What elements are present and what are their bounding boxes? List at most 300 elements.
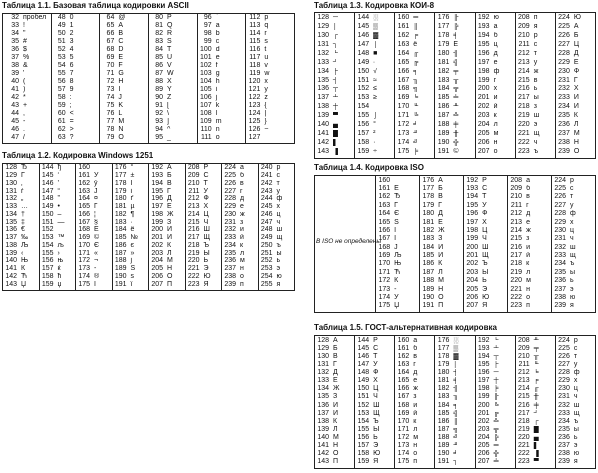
code-cell: 163 <box>397 40 410 48</box>
char-cell: й <box>240 234 244 242</box>
char-cell: И <box>167 226 173 234</box>
char-cell: + <box>23 101 28 109</box>
code-cell: 151 <box>357 393 370 401</box>
code-cell: 104 <box>200 77 212 85</box>
char-cell: \ <box>167 109 169 117</box>
char-cell: 3 <box>69 38 74 46</box>
char-cell: ▐ <box>533 450 539 458</box>
char-cell: щ <box>573 409 580 417</box>
code-cell: 161 <box>397 22 410 30</box>
code-cell: 165 <box>78 203 90 211</box>
table-row <box>198 85 246 93</box>
code-cell: 244 <box>260 195 273 203</box>
table-row <box>3 70 51 78</box>
char-cell: ╫ <box>533 393 539 401</box>
table-row <box>149 62 197 70</box>
char-cell: ы <box>570 268 576 276</box>
char-cell: H <box>118 77 124 85</box>
char-cell: Л <box>333 425 338 433</box>
code-cell: 178 <box>437 31 450 39</box>
table-column <box>507 176 551 312</box>
code-cell: 209 <box>518 22 530 30</box>
code-cell: 182 <box>437 67 450 75</box>
code-cell: 102 <box>200 62 212 70</box>
char-cell: ┼ <box>493 377 499 385</box>
table-row <box>52 22 100 30</box>
table-row <box>355 352 394 360</box>
char-cell: № <box>130 234 139 242</box>
code-cell: 203 <box>151 249 163 257</box>
table-row <box>476 31 515 40</box>
char-cell: √ <box>373 67 377 75</box>
code-cell: 211 <box>518 40 530 48</box>
code-cell: 134 <box>5 210 17 218</box>
char-cell: x <box>264 77 268 85</box>
code-cell: 192 <box>477 336 490 344</box>
table-row <box>100 93 148 101</box>
code-cell: 201 <box>151 234 163 242</box>
char-cell: - <box>394 285 397 293</box>
char-cell: ╝ <box>413 139 419 147</box>
table-row <box>376 176 419 184</box>
table-row <box>246 46 294 54</box>
table-row <box>435 434 474 442</box>
char-cell: ц <box>276 210 281 218</box>
code-cell: 207 <box>466 302 479 310</box>
code-cell: 254 <box>260 272 273 280</box>
char-cell: Т <box>203 179 208 187</box>
table-row <box>516 401 555 409</box>
char-cell: b <box>215 30 220 38</box>
table-row <box>222 164 258 172</box>
char-cell: И <box>438 243 444 251</box>
code-cell: 45 <box>11 117 19 125</box>
code-cell: 207 <box>477 458 490 466</box>
code-cell: 192 <box>477 13 490 21</box>
table-row <box>355 442 394 450</box>
char-cell: пробел <box>23 14 47 22</box>
code-cell: 223 <box>510 302 523 310</box>
char-cell: ь <box>570 277 574 285</box>
table-row <box>556 147 595 156</box>
table-row <box>315 442 354 450</box>
table-row <box>552 218 595 226</box>
char-cell: Ў <box>94 172 99 180</box>
char-cell: д <box>240 195 245 203</box>
code-cell: 225 <box>224 172 236 180</box>
code-cell: 231 <box>558 76 570 84</box>
char-cell: a <box>215 22 220 30</box>
char-cell: ░ <box>453 336 459 344</box>
code-cell: 109 <box>200 117 212 125</box>
table-row <box>516 434 555 442</box>
table-row <box>476 369 515 377</box>
char-cell: ┤ <box>333 76 338 84</box>
char-cell: н <box>413 442 418 450</box>
code-cell: 213 <box>510 218 523 226</box>
char-cell: % <box>23 54 30 62</box>
code-cell: 54 <box>57 62 66 70</box>
char-cell: Л <box>438 268 443 276</box>
table-row <box>198 125 246 133</box>
char-cell: Т <box>373 352 378 360</box>
table-row <box>259 257 295 265</box>
code-cell: 220 <box>518 434 530 442</box>
char-cell: · <box>130 218 133 226</box>
table-row <box>40 218 76 226</box>
table-row <box>556 385 595 393</box>
code-cell: 118 <box>249 62 261 70</box>
char-cell: F <box>118 62 123 70</box>
code-cell: 136 <box>317 401 329 409</box>
table-row <box>516 377 555 385</box>
code-cell: 176 <box>437 13 450 21</box>
char-cell: S <box>167 38 172 46</box>
char-cell: € <box>21 226 25 234</box>
table-row <box>395 49 434 58</box>
char-cell: ┼ <box>333 103 338 111</box>
code-cell: 229 <box>558 58 570 66</box>
code-cell: 239 <box>558 458 570 466</box>
code-cell: 166 <box>78 210 90 218</box>
table-row <box>355 85 394 94</box>
table-row <box>3 273 39 281</box>
code-cell: 224 <box>554 176 567 184</box>
table-row <box>435 85 474 94</box>
table-row <box>395 111 434 120</box>
table-row <box>3 93 51 101</box>
table-row <box>556 111 595 120</box>
code-cell: 153 <box>357 94 370 102</box>
code-cell: 204 <box>466 277 479 285</box>
table-row <box>395 58 434 67</box>
char-cell: ╒ <box>533 377 539 385</box>
table-row <box>376 302 419 310</box>
table-row <box>3 54 51 62</box>
code-cell: 238 <box>558 139 570 147</box>
table-row <box>476 85 515 94</box>
char-cell: й <box>493 103 498 111</box>
char-cell: о <box>493 148 498 156</box>
code-cell: 215 <box>510 235 523 243</box>
code-cell: 180 <box>437 369 450 377</box>
char-cell: е <box>413 377 418 385</box>
char-cell: э <box>533 121 538 129</box>
code-cell: 171 <box>78 249 90 257</box>
table-row <box>476 120 515 129</box>
code-cell: 217 <box>518 94 530 102</box>
table-row <box>259 218 295 226</box>
table-row <box>149 46 197 54</box>
code-cell: 189 <box>114 265 127 273</box>
char-cell: ╥ <box>453 76 459 84</box>
char-cell: µ <box>130 203 135 211</box>
char-cell: У <box>203 187 208 195</box>
char-cell: п <box>240 280 244 288</box>
code-cell: 242 <box>260 179 273 187</box>
char-cell: А <box>438 176 443 184</box>
code-cell: 163 <box>378 201 391 209</box>
table-row <box>355 13 394 22</box>
table-row <box>315 458 354 466</box>
char-cell: ≥ <box>373 94 377 102</box>
table-row <box>395 67 434 76</box>
code-cell: 240 <box>260 164 273 172</box>
table-row <box>556 93 595 102</box>
code-cell: 154 <box>357 103 370 111</box>
char-cell: Л <box>167 249 172 257</box>
char-cell: Р <box>482 176 487 184</box>
code-cell: 155 <box>357 425 370 433</box>
code-cell: 205 <box>151 265 163 273</box>
char-cell: м <box>413 434 419 442</box>
char-cell: Њ <box>21 257 29 265</box>
char-cell: ┌ <box>333 31 338 39</box>
char-cell: з <box>533 103 537 111</box>
char-cell: С <box>482 185 488 193</box>
table-column <box>394 13 434 158</box>
char-cell: Ѓ <box>394 201 398 209</box>
code-cell: 146 <box>357 352 370 360</box>
code-cell: 237 <box>558 130 570 138</box>
table-row <box>3 242 39 250</box>
table-row <box>186 257 222 265</box>
char-cell: ч <box>570 235 574 243</box>
table-row <box>476 352 515 360</box>
table-row <box>149 54 197 62</box>
char-cell: В <box>167 179 172 187</box>
char-cell: э <box>570 285 574 293</box>
char-cell: ╪ <box>533 401 539 409</box>
char-cell: ┘ <box>533 409 539 417</box>
table-column <box>3 14 51 143</box>
table-row <box>355 401 394 409</box>
table-row <box>376 201 419 209</box>
table-row <box>222 218 258 226</box>
char-cell: B <box>118 30 124 38</box>
table-koi8-caption: Таблица 1.3. Кодировка КОИ-8 <box>314 1 435 10</box>
table-row <box>149 14 197 22</box>
char-cell: Л <box>573 121 579 129</box>
code-cell: 147 <box>41 187 54 195</box>
code-cell: 149 <box>41 203 54 211</box>
char-cell: d <box>215 46 220 54</box>
char-cell: ѓ <box>21 187 24 195</box>
table-row <box>186 265 222 273</box>
char-cell: Њ <box>394 260 402 268</box>
table-row <box>464 201 507 209</box>
char-cell: ╡ <box>453 377 459 385</box>
table-row <box>315 129 354 138</box>
code-cell: 143 <box>317 148 329 156</box>
char-cell: ъ <box>570 260 575 268</box>
char-cell: ╝ <box>453 434 459 442</box>
char-cell: О <box>573 148 580 156</box>
table-column <box>434 13 474 158</box>
table-row <box>476 58 515 67</box>
table-row <box>476 393 515 401</box>
code-cell: 95 <box>155 133 164 141</box>
char-cell: Е <box>438 218 443 226</box>
char-cell: Ъ <box>203 241 210 249</box>
code-cell: 146 <box>357 31 370 39</box>
code-cell: 236 <box>558 434 570 442</box>
table-win1251 <box>2 163 295 291</box>
table-row <box>315 409 354 417</box>
table-row <box>149 187 185 195</box>
char-cell: Д <box>573 49 579 57</box>
table-row <box>516 13 555 22</box>
char-cell: y <box>264 85 268 93</box>
code-cell: 183 <box>114 218 127 226</box>
code-cell: 179 <box>422 201 435 209</box>
char-cell: ⌠ <box>373 40 378 48</box>
table-row <box>395 102 434 111</box>
code-cell: 230 <box>558 385 570 393</box>
table-row <box>420 243 463 251</box>
table-row <box>198 117 246 125</box>
char-cell: ^ <box>167 125 171 133</box>
char-cell: Н <box>167 265 173 273</box>
char-cell: 0 <box>69 14 74 22</box>
char-cell: ш <box>570 243 576 251</box>
code-cell: 172 <box>397 434 410 442</box>
code-cell: 141 <box>317 442 329 450</box>
code-cell: 73 <box>106 85 115 93</box>
char-cell: ‹ <box>21 249 24 257</box>
char-cell: Ѕ <box>394 218 399 226</box>
char-cell: ╙ <box>533 360 539 368</box>
code-cell: 222 <box>187 272 200 280</box>
table-row <box>40 180 76 188</box>
char-cell: щ <box>276 234 283 242</box>
table-row <box>476 425 515 433</box>
table-row <box>186 226 222 234</box>
code-cell: 218 <box>510 260 523 268</box>
table-row <box>376 285 419 293</box>
table-row <box>556 369 595 377</box>
code-cell: 168 <box>397 85 410 93</box>
code-cell: 249 <box>260 234 273 242</box>
table-row <box>516 409 555 417</box>
code-cell: 162 <box>378 193 391 201</box>
char-cell: њ <box>57 257 64 265</box>
code-cell: 82 <box>155 30 164 38</box>
code-cell: 217 <box>187 234 200 242</box>
code-cell: 120 <box>248 77 261 85</box>
char-cell: ] <box>167 117 169 125</box>
code-cell: 233 <box>554 252 567 260</box>
code-cell: 232 <box>558 85 570 93</box>
table-row <box>315 352 354 360</box>
table-row <box>552 226 595 234</box>
table-row <box>149 249 185 257</box>
code-cell: 80 <box>155 14 164 22</box>
table-row <box>516 369 555 377</box>
table-row <box>149 273 185 281</box>
code-cell: 160 <box>78 164 90 172</box>
char-cell: ╨ <box>453 103 459 111</box>
char-cell: k <box>215 101 220 109</box>
code-cell: 160 <box>397 13 410 21</box>
table-row <box>3 109 51 117</box>
table-row <box>420 193 463 201</box>
table-row <box>556 40 595 49</box>
char-cell: G <box>118 70 124 78</box>
table-row <box>508 201 551 209</box>
char-cell: “ <box>57 187 60 195</box>
table-row <box>435 102 474 111</box>
table-row <box>259 203 295 211</box>
char-cell: ╜ <box>453 442 459 450</box>
code-cell: 209 <box>187 172 200 180</box>
char-cell: ц <box>573 385 578 393</box>
table-row <box>552 293 595 301</box>
char-cell: Ь <box>203 257 209 265</box>
char-cell: К <box>167 241 172 249</box>
char-cell: з <box>240 218 244 226</box>
table-row <box>556 129 595 138</box>
code-cell: 161 <box>78 172 90 180</box>
code-cell: 189 <box>437 442 450 450</box>
code-cell: 228 <box>558 369 570 377</box>
table-row <box>246 85 294 93</box>
code-cell: 255 <box>260 280 273 288</box>
table-row <box>355 120 394 129</box>
code-cell: 145 <box>41 172 54 180</box>
char-cell: ╠ <box>493 434 499 442</box>
char-cell: m <box>215 117 222 125</box>
char-cell: а <box>240 164 244 172</box>
table-row <box>420 184 463 192</box>
code-cell: 35 <box>11 38 19 46</box>
code-cell: 165 <box>397 377 410 385</box>
char-cell: O <box>118 133 124 141</box>
code-cell: 171 <box>397 112 410 120</box>
char-cell: ж <box>533 67 539 75</box>
table-row <box>395 385 434 393</box>
code-cell: 164 <box>397 49 410 57</box>
char-cell: ш <box>533 112 540 120</box>
code-cell: 195 <box>477 360 490 368</box>
char-cell: А <box>573 22 579 30</box>
char-cell: L <box>118 109 123 117</box>
char-cell: и <box>493 94 498 102</box>
char-cell: г <box>240 187 243 195</box>
char-cell: о <box>240 272 244 280</box>
char-cell: ‚ <box>21 179 23 187</box>
code-cell: 215 <box>518 76 530 84</box>
char-cell: и <box>240 226 244 234</box>
char-cell: ! <box>23 22 25 30</box>
table-row <box>100 101 148 109</box>
table-row <box>149 195 185 203</box>
char-cell: ═ <box>493 442 499 450</box>
code-cell: 224 <box>558 13 570 21</box>
code-cell: 191 <box>114 280 127 288</box>
table-row <box>516 138 555 147</box>
table-row <box>149 85 197 93</box>
code-cell: 170 <box>397 103 410 111</box>
char-cell: б <box>413 344 418 352</box>
code-cell: 107 <box>200 101 212 109</box>
code-cell: 159 <box>357 458 370 466</box>
table-column <box>315 336 354 468</box>
code-cell: 201 <box>477 409 490 417</box>
code-cell: 214 <box>510 226 523 234</box>
code-cell: 204 <box>477 121 490 129</box>
char-cell: ╠ <box>453 22 459 30</box>
